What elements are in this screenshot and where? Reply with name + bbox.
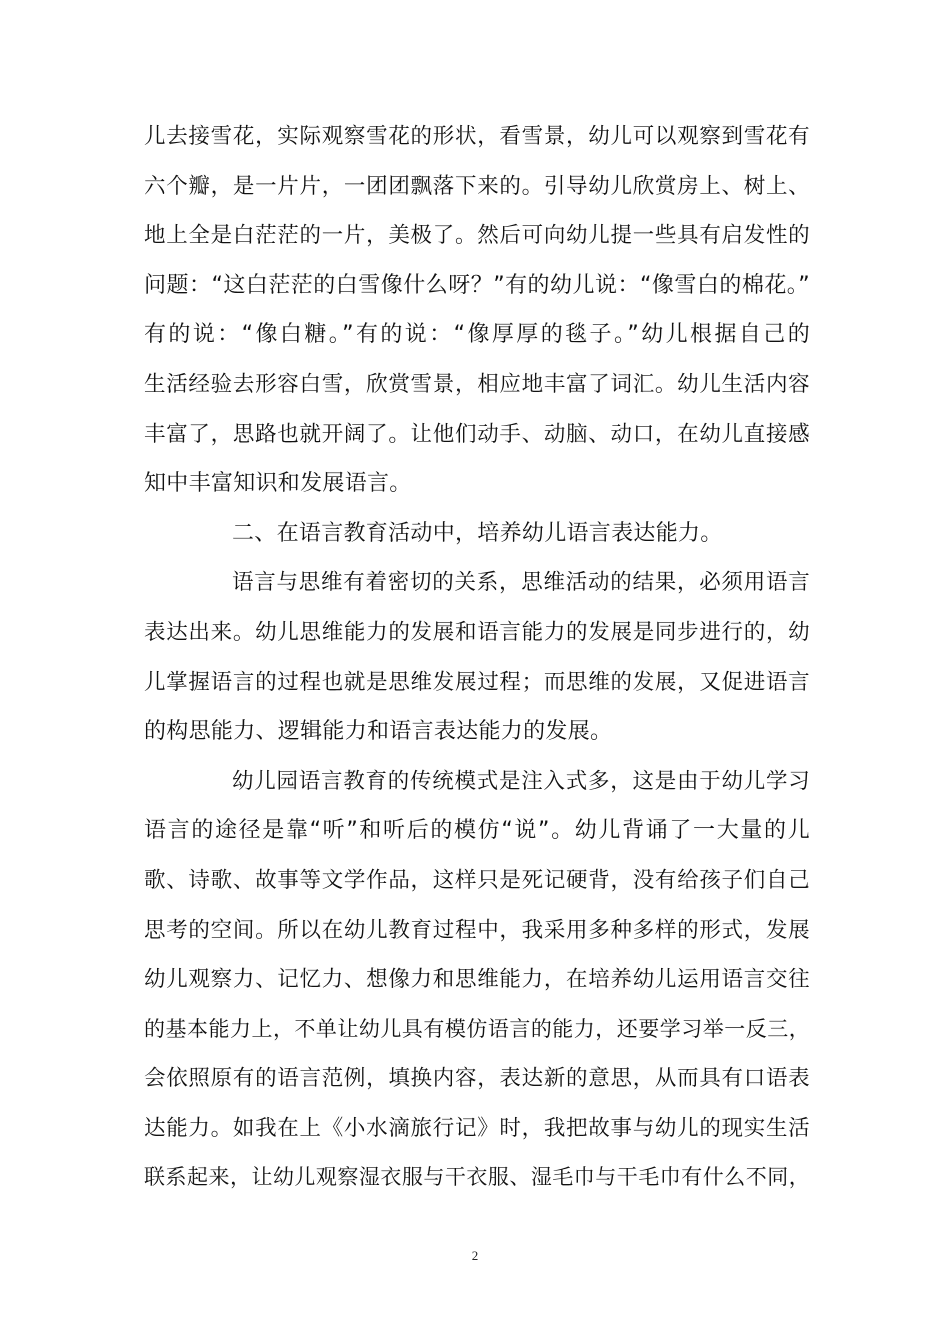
text-line: 语言与思维有着密切的关系，思维活动的结果，必须用语言 bbox=[232, 570, 810, 596]
page-number: 2 bbox=[471, 1248, 479, 1263]
text-line: 联系起来，让幼儿观察湿衣服与干衣服、湿毛巾与干毛巾有什么不同， bbox=[144, 1165, 810, 1190]
text-line: 生活经验去形容白雪，欣赏雪景，相应地丰富了词汇。幼儿生活内容 bbox=[144, 371, 810, 397]
body-text bbox=[144, 112, 810, 1203]
text-line: 六个瓣，是一片片，一团团飘落下来的。引导幼儿欣赏房上、树上、 bbox=[144, 173, 810, 199]
text-line: 丰富了，思路也就开阔了。让他们动手、动脑、动口，在幼儿直接感 bbox=[144, 421, 810, 447]
text-line: 知中丰富知识和发展语言。 bbox=[144, 471, 412, 497]
text-line: 儿掌握语言的过程也就是思维发展过程；而思维的发展，又促进语言 bbox=[144, 669, 810, 695]
text-line: 语言的途径是靠“听”和听后的模仿“说”。幼儿背诵了一大量的儿 bbox=[144, 818, 810, 844]
text-line: 的构思能力、逻辑能力和语言表达能力的发展。 bbox=[144, 719, 613, 745]
section-heading: 二、在语言教育活动中，培养幼儿语言表达能力。 bbox=[232, 520, 723, 546]
text-line: 问题：“这白茫茫的白雪像什么呀？”有的幼儿说：“像雪白的棉花。” bbox=[144, 272, 810, 298]
text-line: 会依照原有的语言范例，填换内容，表达新的意思，从而具有口语表 bbox=[144, 1066, 810, 1092]
text-line: 有的说：“像白糖。”有的说：“像厚厚的毯子。”幼儿根据自己的 bbox=[144, 322, 810, 348]
text-line: 幼儿园语言教育的传统模式是注入式多，这是由于幼儿学习 bbox=[232, 768, 810, 794]
text-line: 达能力。如我在上《小水滴旅行记》时，我把故事与幼儿的现实生活 bbox=[144, 1115, 810, 1141]
text-line: 表达出来。幼儿思维能力的发展和语言能力的发展是同步进行的，幼 bbox=[144, 619, 810, 645]
text-line: 儿去接雪花，实际观察雪花的形状，看雪景，幼儿可以观察到雪花有 bbox=[144, 124, 810, 149]
text-line: 思考的空间。所以在幼儿教育过程中，我采用多种多样的形式，发展 bbox=[144, 917, 810, 943]
text-line: 幼儿观察力、记忆力、想像力和思维能力，在培养幼儿运用语言交往 bbox=[144, 967, 810, 993]
text-line: 歌、诗歌、故事等文学作品，这样只是死记硬背，没有给孩子们自己 bbox=[144, 867, 810, 893]
text-line: 地上全是白茫茫的一片，美极了。然后可向幼儿提一些具有启发性的 bbox=[144, 223, 810, 249]
text-line: 的基本能力上，不单让幼儿具有模仿语言的能力，还要学习举一反三， bbox=[144, 1016, 810, 1041]
